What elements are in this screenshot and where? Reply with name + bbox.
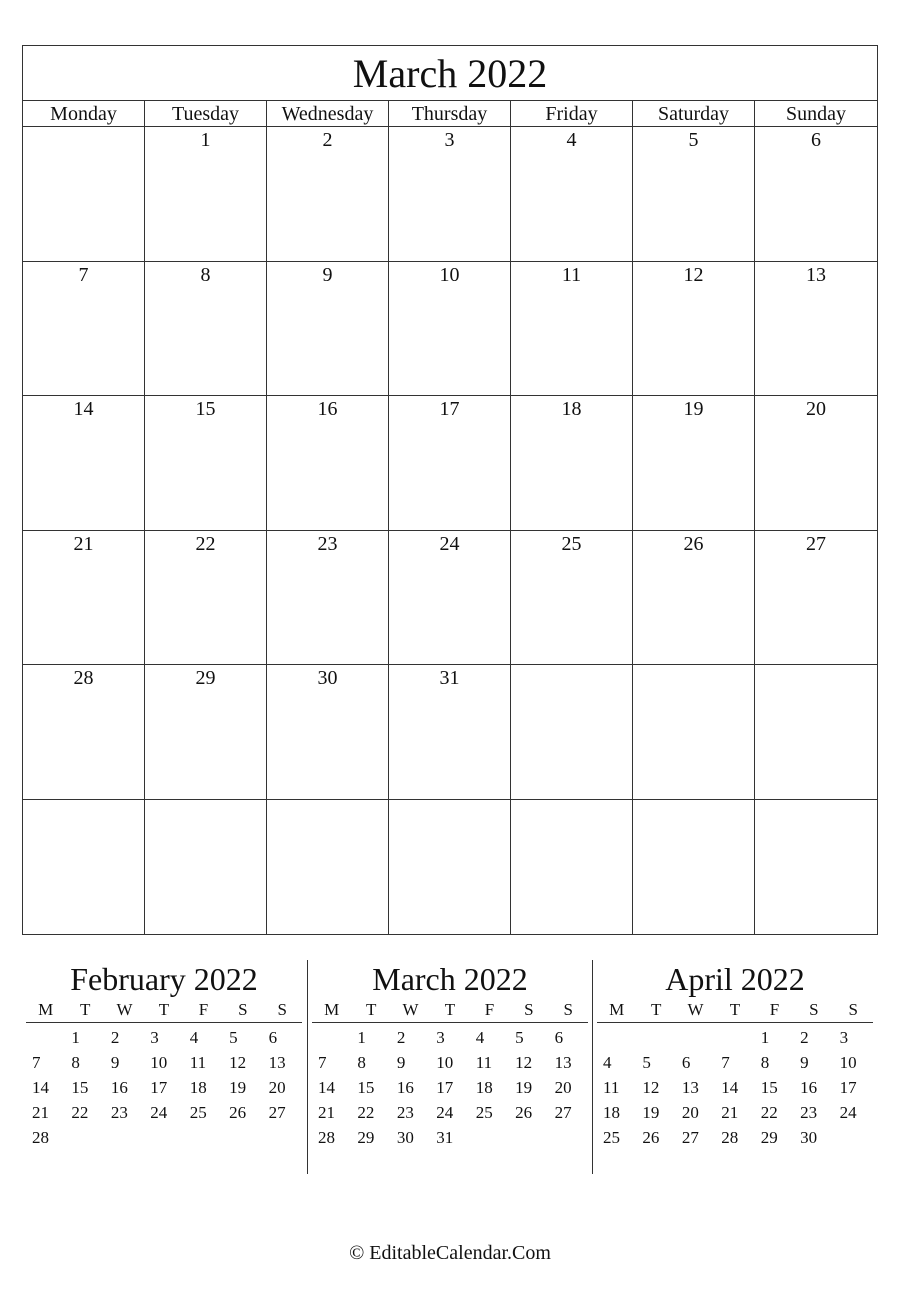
mini-calendar-april — [597, 958, 873, 1150]
mini-weekday-label: T — [729, 1000, 741, 1019]
day-cell[interactable] — [145, 800, 267, 935]
day-cell[interactable]: 13 — [755, 262, 877, 397]
mini-day — [470, 1125, 509, 1150]
mini-day: 6 — [554, 1028, 564, 1047]
day-cell[interactable] — [511, 800, 633, 935]
day-cell[interactable]: 15 — [145, 396, 267, 531]
weekday-label: Friday — [511, 101, 633, 127]
mini-day: 25 — [189, 1103, 207, 1122]
mini-day: 6 — [681, 1053, 691, 1072]
day-cell[interactable]: 16 — [267, 396, 389, 531]
day-cell[interactable]: 7 — [23, 262, 145, 397]
mini-day: 21 — [318, 1103, 335, 1122]
day-cell[interactable]: 2 — [267, 127, 389, 262]
mini-weekday-label: T — [79, 1000, 91, 1019]
day-cell[interactable]: 28 — [23, 665, 145, 800]
day-cell[interactable]: 10 — [389, 262, 511, 397]
mini-day: 13 — [268, 1053, 286, 1072]
mini-calendar-header — [26, 1000, 302, 1023]
mini-day: 20 — [268, 1078, 286, 1097]
mini-day: 1 — [760, 1028, 770, 1047]
mini-day: 1 — [357, 1028, 366, 1047]
mini-day: 16 — [396, 1078, 414, 1097]
mini-calendar-header — [312, 1000, 588, 1023]
day-cell[interactable]: 3 — [389, 127, 511, 262]
mini-weekday-label: F — [484, 1000, 495, 1019]
mini-day — [597, 1025, 636, 1050]
mini-day: 25 — [603, 1128, 620, 1147]
weekday-header-row — [23, 101, 877, 127]
mini-day: 28 — [32, 1128, 49, 1147]
mini-calendar-grid — [312, 1025, 588, 1150]
mini-day: 5 — [515, 1028, 524, 1047]
mini-day: 7 — [32, 1053, 41, 1072]
mini-day: 12 — [229, 1053, 247, 1072]
mini-day: 28 — [318, 1128, 335, 1147]
mini-day: 13 — [681, 1078, 699, 1097]
mini-day — [312, 1025, 351, 1050]
day-cell[interactable] — [755, 800, 877, 935]
mini-day: 7 — [721, 1053, 730, 1072]
day-cell[interactable]: 19 — [633, 396, 755, 531]
day-cell[interactable]: 4 — [511, 127, 633, 262]
mini-day — [715, 1025, 754, 1050]
mini-day: 3 — [150, 1028, 159, 1047]
main-calendar-grid — [23, 127, 877, 934]
mini-day — [105, 1125, 144, 1150]
mini-day: 9 — [800, 1053, 809, 1072]
mini-day — [636, 1025, 675, 1050]
mini-day: 2 — [800, 1028, 809, 1047]
mini-divider — [307, 960, 308, 1174]
main-calendar-title: March 2022 — [23, 46, 877, 101]
mini-day: 4 — [189, 1028, 199, 1047]
day-cell[interactable] — [23, 127, 145, 262]
day-cell[interactable]: 26 — [633, 531, 755, 666]
mini-weekday-label: S — [238, 1000, 248, 1019]
mini-day — [834, 1125, 873, 1150]
mini-calendar-february — [26, 958, 302, 1150]
mini-day: 21 — [721, 1103, 739, 1122]
day-cell[interactable]: 1 — [145, 127, 267, 262]
mini-day — [65, 1125, 104, 1150]
day-cell[interactable]: 30 — [267, 665, 389, 800]
mini-day: 26 — [229, 1103, 247, 1122]
mini-weekday-label: S — [809, 1000, 819, 1019]
mini-weekday-label: W — [687, 1000, 704, 1019]
mini-day: 25 — [475, 1103, 493, 1122]
mini-day: 2 — [110, 1028, 120, 1047]
mini-weekday-label: W — [116, 1000, 133, 1019]
mini-day: 30 — [800, 1128, 818, 1147]
mini-weekday-label: M — [324, 1000, 340, 1019]
weekday-label: Monday — [23, 101, 145, 127]
day-cell[interactable] — [755, 665, 877, 800]
mini-day: 8 — [760, 1053, 770, 1072]
day-cell[interactable] — [511, 665, 633, 800]
mini-day — [549, 1125, 588, 1150]
day-cell[interactable]: 27 — [755, 531, 877, 666]
mini-day: 10 — [839, 1053, 857, 1072]
mini-day: 2 — [396, 1028, 406, 1047]
mini-day — [509, 1125, 548, 1150]
mini-day: 19 — [642, 1103, 660, 1122]
mini-calendars — [22, 958, 878, 1173]
day-cell[interactable]: 8 — [145, 262, 267, 397]
day-cell[interactable]: 18 — [511, 396, 633, 531]
mini-calendar-title: March 2022 — [372, 961, 528, 997]
mini-day: 11 — [189, 1053, 207, 1072]
mini-day: 18 — [189, 1078, 207, 1097]
day-cell[interactable] — [633, 665, 755, 800]
mini-day: 1 — [71, 1028, 80, 1047]
day-cell[interactable]: 25 — [511, 531, 633, 666]
day-cell[interactable]: 31 — [389, 665, 511, 800]
mini-day: 18 — [475, 1078, 493, 1097]
day-cell[interactable]: 9 — [267, 262, 389, 397]
mini-day — [223, 1125, 262, 1150]
mini-day: 5 — [642, 1053, 651, 1072]
mini-day: 9 — [110, 1053, 120, 1072]
mini-day: 16 — [110, 1078, 128, 1097]
mini-day: 31 — [436, 1128, 454, 1147]
mini-day: 9 — [396, 1053, 406, 1072]
day-cell[interactable]: 23 — [267, 531, 389, 666]
mini-day: 8 — [357, 1053, 366, 1072]
mini-day: 24 — [839, 1103, 857, 1122]
day-cell[interactable]: 24 — [389, 531, 511, 666]
mini-day: 4 — [475, 1028, 485, 1047]
mini-day: 18 — [603, 1103, 620, 1122]
weekday-label: Thursday — [389, 101, 511, 127]
mini-day: 24 — [150, 1103, 168, 1122]
day-cell[interactable]: 29 — [145, 665, 267, 800]
mini-weekday-label: F — [198, 1000, 209, 1019]
day-cell[interactable]: 14 — [23, 396, 145, 531]
mini-day: 14 — [721, 1078, 739, 1097]
mini-calendar-title: February 2022 — [70, 961, 258, 997]
day-cell[interactable] — [389, 800, 511, 935]
mini-weekday-label: T — [444, 1000, 456, 1019]
mini-weekday-label: S — [563, 1000, 573, 1019]
mini-day: 27 — [268, 1103, 286, 1122]
day-cell[interactable]: 20 — [755, 396, 877, 531]
mini-day: 4 — [603, 1053, 612, 1072]
mini-day: 15 — [760, 1078, 778, 1097]
mini-day — [263, 1125, 302, 1150]
mini-day — [26, 1025, 65, 1050]
mini-day: 19 — [515, 1078, 533, 1097]
mini-divider — [592, 960, 593, 1174]
mini-day: 23 — [800, 1103, 818, 1122]
mini-day: 5 — [229, 1028, 238, 1047]
mini-day: 17 — [839, 1078, 857, 1097]
mini-day: 11 — [475, 1053, 493, 1072]
day-cell[interactable] — [633, 800, 755, 935]
mini-day: 29 — [357, 1128, 375, 1147]
mini-day: 22 — [71, 1103, 89, 1122]
mini-day: 12 — [515, 1053, 533, 1072]
mini-calendar-title: April 2022 — [665, 961, 805, 997]
weekday-label: Sunday — [786, 103, 846, 125]
mini-day: 30 — [396, 1128, 414, 1147]
mini-weekday-label: S — [524, 1000, 534, 1019]
mini-weekday-label: T — [158, 1000, 170, 1019]
mini-day: 14 — [318, 1078, 335, 1097]
mini-day: 26 — [515, 1103, 533, 1122]
mini-day: 11 — [603, 1078, 620, 1097]
mini-weekday-label: S — [277, 1000, 287, 1019]
day-cell[interactable]: 5 — [633, 127, 755, 262]
mini-weekday-label: S — [848, 1000, 858, 1019]
mini-weekday-label: T — [365, 1000, 377, 1019]
mini-day: 22 — [760, 1103, 778, 1122]
day-cell[interactable]: 12 — [633, 262, 755, 397]
mini-calendar-grid — [597, 1025, 873, 1150]
mini-day: 13 — [554, 1053, 572, 1072]
footer-copyright: © EditableCalendar.Com — [349, 1242, 551, 1264]
mini-day: 10 — [436, 1053, 454, 1072]
mini-calendar-march — [312, 958, 588, 1150]
mini-day: 10 — [150, 1053, 168, 1072]
mini-day: 7 — [318, 1053, 327, 1072]
day-cell[interactable]: 17 — [389, 396, 511, 531]
mini-calendar-header — [597, 1000, 873, 1023]
mini-weekday-label: W — [402, 1000, 419, 1019]
mini-weekday-label: M — [609, 1000, 625, 1019]
mini-day: 23 — [396, 1103, 414, 1122]
mini-day: 20 — [681, 1103, 699, 1122]
day-cell[interactable]: 22 — [145, 531, 267, 666]
mini-day: 3 — [839, 1028, 849, 1047]
mini-day: 15 — [357, 1078, 375, 1097]
day-cell[interactable]: 21 — [23, 531, 145, 666]
mini-day: 29 — [760, 1128, 778, 1147]
mini-day: 27 — [681, 1128, 699, 1147]
day-cell[interactable]: 11 — [511, 262, 633, 397]
mini-day: 16 — [800, 1078, 818, 1097]
mini-weekday-label: T — [650, 1000, 662, 1019]
mini-day — [184, 1125, 223, 1150]
mini-day — [144, 1125, 183, 1150]
mini-day: 22 — [357, 1103, 375, 1122]
mini-day: 3 — [436, 1028, 445, 1047]
day-cell[interactable] — [23, 800, 145, 935]
mini-day: 24 — [436, 1103, 454, 1122]
mini-day: 6 — [268, 1028, 278, 1047]
mini-day — [676, 1025, 715, 1050]
mini-day: 17 — [436, 1078, 454, 1097]
day-cell[interactable]: 6 — [755, 127, 877, 262]
weekday-label: Tuesday — [145, 101, 267, 127]
mini-day: 23 — [110, 1103, 128, 1122]
day-cell[interactable] — [267, 800, 389, 935]
mini-day: 26 — [642, 1128, 660, 1147]
mini-calendar-grid — [26, 1025, 302, 1150]
weekday-label: Wednesday — [267, 101, 389, 127]
mini-day: 28 — [721, 1128, 739, 1147]
mini-weekday-label: F — [769, 1000, 780, 1019]
mini-day: 27 — [554, 1103, 572, 1122]
mini-day: 8 — [71, 1053, 80, 1072]
mini-day: 12 — [642, 1078, 660, 1097]
mini-day: 14 — [32, 1078, 49, 1097]
mini-day: 19 — [229, 1078, 247, 1097]
main-calendar — [22, 45, 878, 935]
mini-day: 17 — [150, 1078, 168, 1097]
mini-weekday-label: M — [38, 1000, 54, 1019]
mini-day: 15 — [71, 1078, 89, 1097]
mini-day: 21 — [32, 1103, 49, 1122]
mini-day: 20 — [554, 1078, 572, 1097]
weekday-label: Saturday — [633, 101, 755, 127]
